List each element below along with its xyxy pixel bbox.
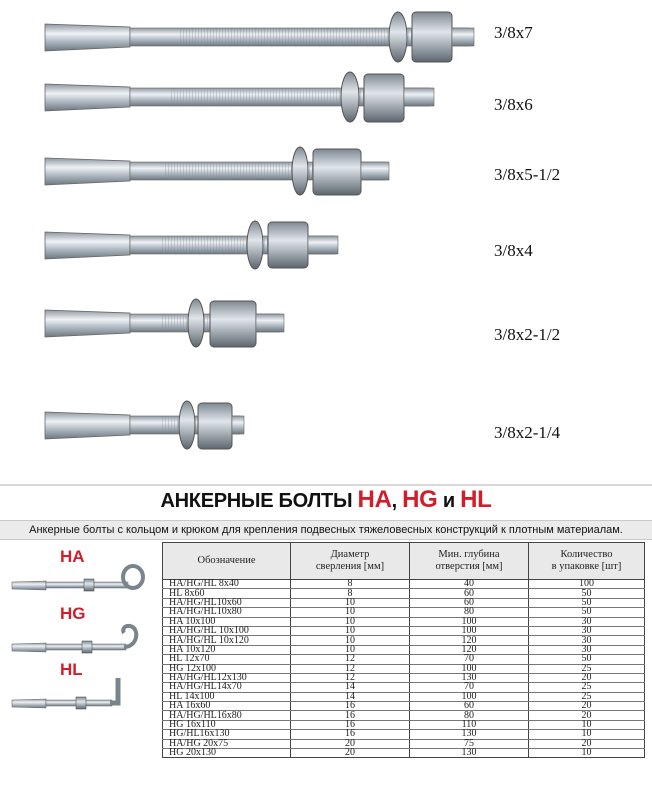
cell-designation: HA/HG/HL16x80 <box>163 711 291 720</box>
cell-designation: HG/HL16x130 <box>163 730 291 739</box>
l-bolt-anchor-icon <box>12 678 118 709</box>
cell-quantity: 30 <box>529 636 645 645</box>
header-text: Диаметр <box>330 549 370 560</box>
header-text: в упаковке [шт] <box>551 561 622 572</box>
title-code-hl: HL <box>460 486 492 513</box>
size-label: 3/8x2-1/2 <box>494 325 561 344</box>
cell-designation: HA/HG 20x75 <box>163 739 291 748</box>
cell-depth: 100 <box>410 626 529 635</box>
section-title <box>0 486 652 514</box>
table-row <box>163 711 645 720</box>
cell-quantity: 30 <box>529 645 645 654</box>
cell-diameter: 12 <box>291 655 410 664</box>
cell-diameter: 20 <box>291 739 410 748</box>
cell-depth: 70 <box>410 655 529 664</box>
title-code-hg: HG <box>402 486 438 513</box>
cell-diameter: 10 <box>291 636 410 645</box>
anchor-bolt-3-8x7 <box>45 12 474 62</box>
table-row <box>163 645 645 654</box>
cell-depth: 130 <box>410 749 529 758</box>
cell-diameter: 12 <box>291 673 410 682</box>
table-row <box>163 580 645 589</box>
size-label: 3/8x6 <box>494 95 533 114</box>
cell-diameter: 10 <box>291 645 410 654</box>
cell-diameter: 8 <box>291 589 410 598</box>
anchor-bolt-3-8x4 <box>45 221 338 269</box>
ring-anchor-icon <box>12 566 143 591</box>
table-row <box>163 730 645 739</box>
type-code-hg: HG <box>60 604 86 623</box>
cell-quantity: 30 <box>529 617 645 626</box>
cell-quantity: 30 <box>529 626 645 635</box>
anchor-bolt-3-8x6 <box>45 72 434 122</box>
type-code-hl: HL <box>60 660 83 679</box>
cell-designation: HA 16x60 <box>163 702 291 711</box>
header-text: Количество <box>560 549 613 560</box>
cell-quantity: 10 <box>529 749 645 758</box>
specification-table <box>162 542 645 758</box>
cell-designation: HA 10x100 <box>163 617 291 626</box>
table-header-row <box>163 543 645 580</box>
cell-diameter: 14 <box>291 692 410 701</box>
title-separator: , <box>391 490 397 512</box>
cell-depth: 75 <box>410 739 529 748</box>
cell-quantity: 100 <box>529 580 645 589</box>
header-text: отверстия [мм] <box>435 561 503 572</box>
cell-depth: 60 <box>410 589 529 598</box>
type-code-ha: HA <box>60 547 85 566</box>
size-label: 3/8x4 <box>494 241 533 260</box>
cell-designation: HL 12x70 <box>163 655 291 664</box>
cell-designation: HG 16x110 <box>163 720 291 729</box>
cell-designation: HG 12x100 <box>163 664 291 673</box>
cell-diameter: 12 <box>291 664 410 673</box>
cell-depth: 60 <box>410 598 529 607</box>
table-row <box>163 655 645 664</box>
table-row <box>163 683 645 692</box>
cell-designation: HA/HG/HL 10x120 <box>163 636 291 645</box>
cell-diameter: 10 <box>291 598 410 607</box>
cell-depth: 80 <box>410 608 529 617</box>
cell-diameter: 10 <box>291 617 410 626</box>
cell-quantity: 50 <box>529 608 645 617</box>
cell-quantity: 20 <box>529 673 645 682</box>
cell-depth: 40 <box>410 580 529 589</box>
cell-designation: HL 8x60 <box>163 589 291 598</box>
cell-diameter: 16 <box>291 702 410 711</box>
description-bar: Анкерные болты с кольцом и крюком для крепления подвесных тяжеловесных конструкций к плотным материалам. <box>0 520 652 540</box>
cell-diameter: 14 <box>291 683 410 692</box>
cell-depth: 70 <box>410 683 529 692</box>
anchor-bolt-3-8x2-1-2 <box>45 299 284 347</box>
cell-quantity: 50 <box>529 598 645 607</box>
cell-diameter: 10 <box>291 626 410 635</box>
cell-depth: 80 <box>410 711 529 720</box>
cell-designation: HA/HG/HL10x80 <box>163 608 291 617</box>
cell-quantity: 20 <box>529 711 645 720</box>
table-row <box>163 720 645 729</box>
table-row <box>163 692 645 701</box>
cell-designation: HA 10x120 <box>163 645 291 654</box>
cell-depth: 60 <box>410 702 529 711</box>
cell-depth: 100 <box>410 664 529 673</box>
header-text: Обозначение <box>197 555 256 566</box>
cell-quantity: 50 <box>529 655 645 664</box>
header-designation <box>163 543 291 580</box>
size-label: 3/8x5-1/2 <box>494 165 561 184</box>
table-row <box>163 636 645 645</box>
cell-depth: 130 <box>410 673 529 682</box>
cell-designation: HL 14x100 <box>163 692 291 701</box>
cell-quantity: 20 <box>529 739 645 748</box>
header-depth <box>410 543 529 580</box>
cell-diameter: 16 <box>291 720 410 729</box>
cell-quantity: 10 <box>529 730 645 739</box>
anchor-bolt-3-8x5-1-2 <box>45 147 389 195</box>
cell-quantity: 20 <box>529 702 645 711</box>
cell-depth: 100 <box>410 692 529 701</box>
cell-designation: HA/HG/HL 8x40 <box>163 580 291 589</box>
cell-diameter: 20 <box>291 749 410 758</box>
title-text: АНКЕРНЫЕ БОЛТЫ <box>160 490 353 512</box>
table-row <box>163 739 645 748</box>
cell-diameter: 16 <box>291 711 410 720</box>
cell-depth: 100 <box>410 617 529 626</box>
header-quantity <box>529 543 645 580</box>
table-row <box>163 749 645 758</box>
cell-quantity: 25 <box>529 664 645 673</box>
cell-diameter: 8 <box>291 580 410 589</box>
cell-depth: 120 <box>410 636 529 645</box>
anchor-types-illustration <box>6 560 156 720</box>
header-text: Мин. глубина <box>438 549 500 560</box>
cell-depth: 110 <box>410 720 529 729</box>
cell-quantity: 50 <box>529 589 645 598</box>
title-conjunction: и <box>442 490 455 512</box>
hook-anchor-icon <box>12 626 136 653</box>
header-diameter <box>291 543 410 580</box>
size-label: 3/8x7 <box>494 23 533 42</box>
cell-designation: HA/HG/HL 10x100 <box>163 626 291 635</box>
title-code-ha: HA <box>357 486 392 513</box>
cell-designation: HG 20x130 <box>163 749 291 758</box>
cell-designation: HA/HG/HL12x130 <box>163 673 291 682</box>
cell-quantity: 25 <box>529 692 645 701</box>
anchor-bolt-3-8x2-1-4 <box>45 401 244 449</box>
table-row <box>163 608 645 617</box>
size-label: 3/8x2-1/4 <box>494 423 561 442</box>
cell-depth: 120 <box>410 645 529 654</box>
cell-diameter: 16 <box>291 730 410 739</box>
cell-designation: HA/HG/HL14x70 <box>163 683 291 692</box>
header-text: сверления [мм] <box>315 561 385 572</box>
cell-depth: 130 <box>410 730 529 739</box>
cell-quantity: 25 <box>529 683 645 692</box>
cell-designation: HA/HG/HL10x60 <box>163 598 291 607</box>
cell-quantity: 10 <box>529 720 645 729</box>
cell-diameter: 10 <box>291 608 410 617</box>
